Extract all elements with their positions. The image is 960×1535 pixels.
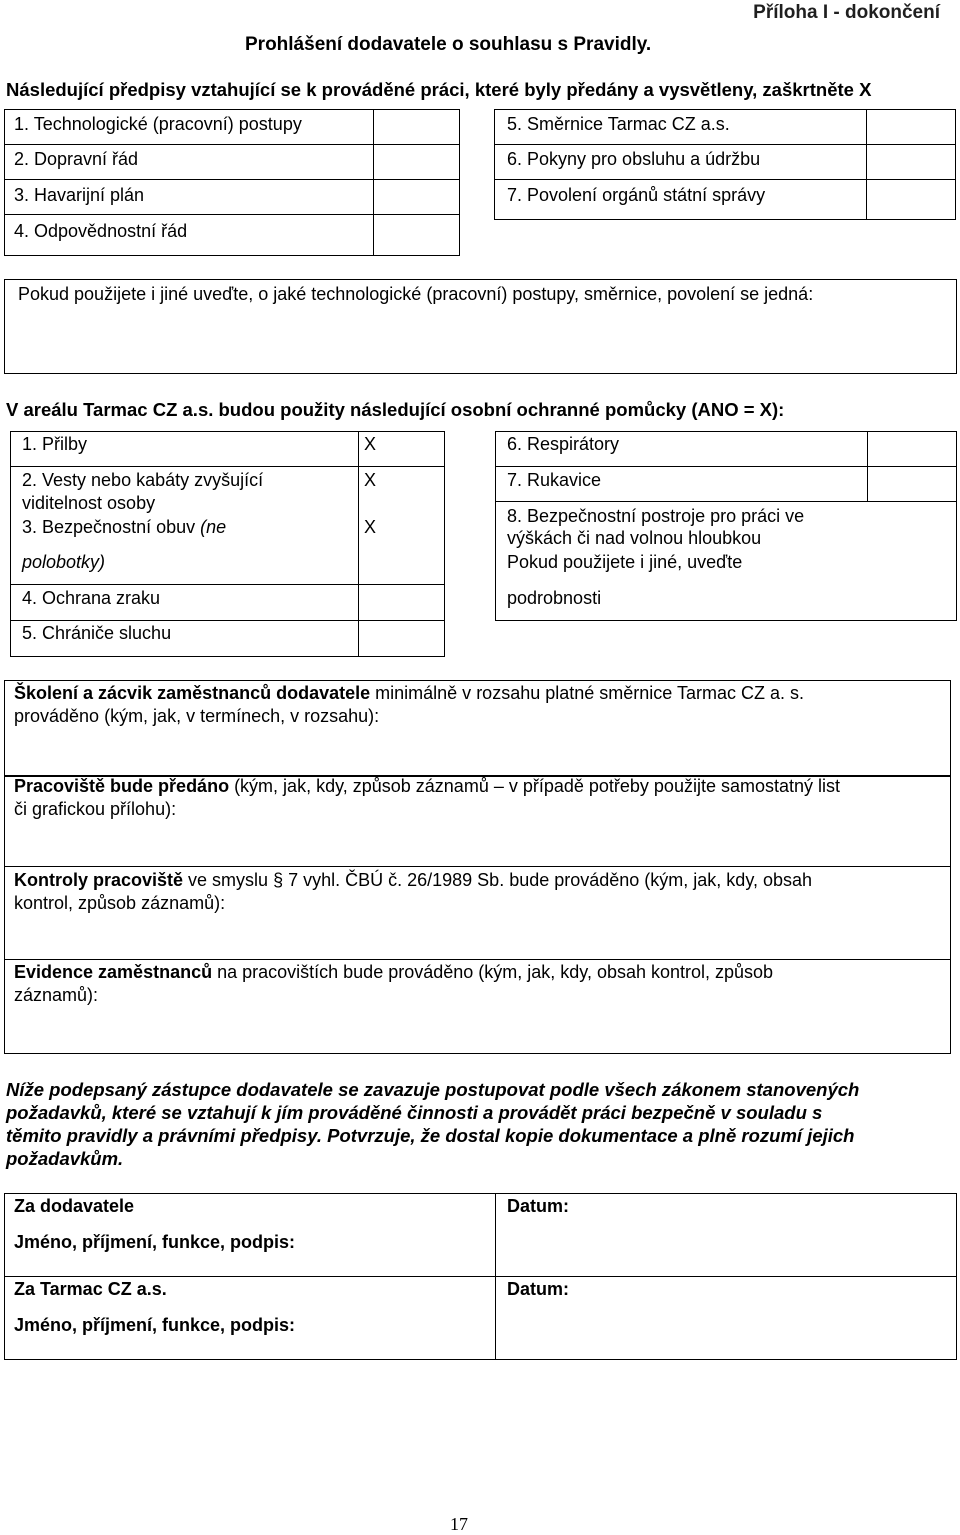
ppe-item-boots-note: (ne [200,517,227,537]
regulation-item: 7. Povolení orgánů státní správy [507,185,766,205]
ppe-item-respirators: 6. Respirátory [507,434,620,454]
regulation-item: 2. Dopravní řád [14,149,139,169]
ppe-mark[interactable]: X [364,470,377,490]
supplier-date-label: Datum: [507,1196,569,1216]
ppe-item-vests-line2: viditelnost osoby [22,493,156,513]
inspections-text: Kontroly pracoviště ve smyslu § 7 vyhl. ČBÚ č. 26/1989 Sb. bude prováděno (kým, jak, kdy, obsah kontrol, způsob záznamů): [14,870,813,913]
regulation-item: 4. Odpovědnostní řád [14,221,188,241]
ppe-item-helmets: 1. Přilby [22,434,88,454]
ppe-item-vests: 2. Vesty nebo kabáty zvyšující [22,470,264,490]
training-text: Školení a zácvik zaměstnanců dodavatele minimálně v rozsahu platné směrnice Tarmac CZ a. s. prováděno (kým, jak, v termínech, v rozsahu): [14,683,804,726]
other-procedures-text: Pokud použijete i jiné uveďte, o jaké technologické (pracovní) postupy, směrnice, povolení se jedná: [18,284,814,304]
ppe-item-hearing: 5. Chrániče sluchu [22,623,172,643]
regulation-item: 3. Havarijní plán [14,185,145,205]
supplier-label: Za dodavatele [14,1196,135,1216]
page-number: 17 [450,1514,468,1534]
supplier-signature-label: Jméno, příjmení, funkce, podpis: [14,1232,296,1252]
ppe-mark[interactable]: X [364,434,377,454]
records-text: Evidence zaměstnanců na pracovištích bude prováděno (kým, jak, kdy, obsah kontrol, způsob záznamů): [14,962,774,1005]
tarmac-signature-label: Jméno, příjmení, funkce, podpis: [14,1315,296,1335]
tarmac-date-label: Datum: [507,1279,569,1299]
appendix-label: Příloha I - dokončení [753,2,940,23]
ppe-item-harness: 8. Bezpečnostní postroje pro práci ve [507,506,805,526]
ppe-item-boots: 3. Bezpečnostní obuv [22,517,196,537]
handover-text: Pracoviště bude předáno (kým, jak, kdy, způsob záznamů – v případě potřeby použijte samostatný list či grafickou přílohu): [14,776,841,819]
regulations-heading: Následující předpisy vztahující se k prováděné práci, které byly předány a vysvětleny, zaškrtněte X [6,79,872,100]
ppe-item-eye: 4. Ochrana zraku [22,588,161,608]
page-title: Prohlášení dodavatele o souhlasu s Pravidly. [245,34,652,55]
declaration-text: Níže podepsaný zástupce dodavatele se zavazuje postupovat podle všech zákonem stanovených požadavků, které se vztahují k jím prováděné činnosti a provádět práci bezpečně v souladu s těmito pravidly a právními předpisy. Potvrzuje, že dostal kopie dokumentace a plně rozumí jejich požadavkům. [6,1079,860,1169]
regulation-item: 6. Pokyny pro obsluhu a údržbu [507,149,761,169]
ppe-item-boots-note-line2: polobotky) [22,552,106,572]
ppe-heading: V areálu Tarmac CZ a.s. budou použity následující osobní ochranné pomůcky (ANO = X): [6,399,785,420]
ppe-item-harness-line2: výškách či nad volnou hloubkou [507,528,762,548]
ppe-item-gloves: 7. Rukavice [507,470,602,490]
ppe-other-label: Pokud použijete i jiné, uveďte [507,552,743,572]
ppe-other-label-line2: podrobnosti [507,588,602,608]
ppe-mark[interactable]: X [364,517,377,537]
tarmac-label: Za Tarmac CZ a.s. [14,1279,167,1299]
regulation-item: 1. Technologické (pracovní) postupy [14,114,302,134]
regulation-item: 5. Směrnice Tarmac CZ a.s. [507,114,730,134]
